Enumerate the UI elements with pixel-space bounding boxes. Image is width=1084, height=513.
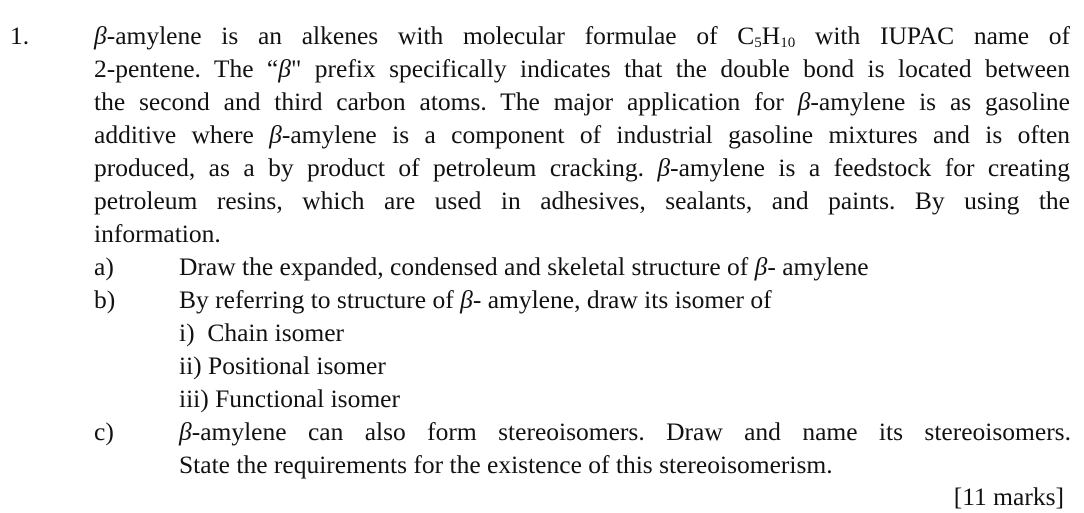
part-b-line-2: i) Chain isomer <box>179 318 345 347</box>
paragraph-line-5: produced, as a by product of petroleum cracking. β-amylene is a feedstock for creating <box>94 153 1070 182</box>
question-paragraph <box>94 19 1070 250</box>
part-b-line-1: By referring to structure of β- amylene, draw its isomer of <box>179 285 772 314</box>
part-b-line-4: iii) Functional isomer <box>179 384 400 413</box>
paragraph-line-6: petroleum resins, which are used in adhesives, sealants, and paints. By using the <box>94 186 1070 215</box>
part-c-line-2: State the requirements for the existence of this stereoisomerism. <box>179 450 833 479</box>
paragraph-line-1: β-amylene is an alkenes with molecular formulae of $C_5H_{10}$ with IUPAC name of <box>94 21 1070 51</box>
part-a-line-1: Draw the expanded, condensed and skeletal structure of β- amylene <box>179 252 869 281</box>
question-number: 1. <box>10 21 30 50</box>
paragraph-line-2: 2-pentene. The “β" prefix specifically indicates that the double bond is located between <box>94 54 1070 83</box>
part-b-label: b) <box>94 285 116 314</box>
paragraph-line-7: information. <box>94 219 221 248</box>
part-b-line-3: ii) Positional isomer <box>179 351 386 380</box>
part-c-text <box>179 415 1071 481</box>
part-a-text <box>179 250 1071 283</box>
paragraph-line-3: the second and third carbon atoms. The major application for β-amylene is as gasoline <box>94 87 1070 116</box>
part-b-text <box>179 283 1071 415</box>
paragraph-line-4: additive where β-amylene is a component of industrial gasoline mixtures and is often <box>94 120 1071 149</box>
part-a-label: a) <box>94 252 114 281</box>
marks-label: [11 marks] <box>953 482 1064 511</box>
part-c-label: c) <box>94 417 114 446</box>
part-c-line-1: β-amylene can also form stereoisomers. Draw and name its stereoisomers. <box>179 417 1071 446</box>
